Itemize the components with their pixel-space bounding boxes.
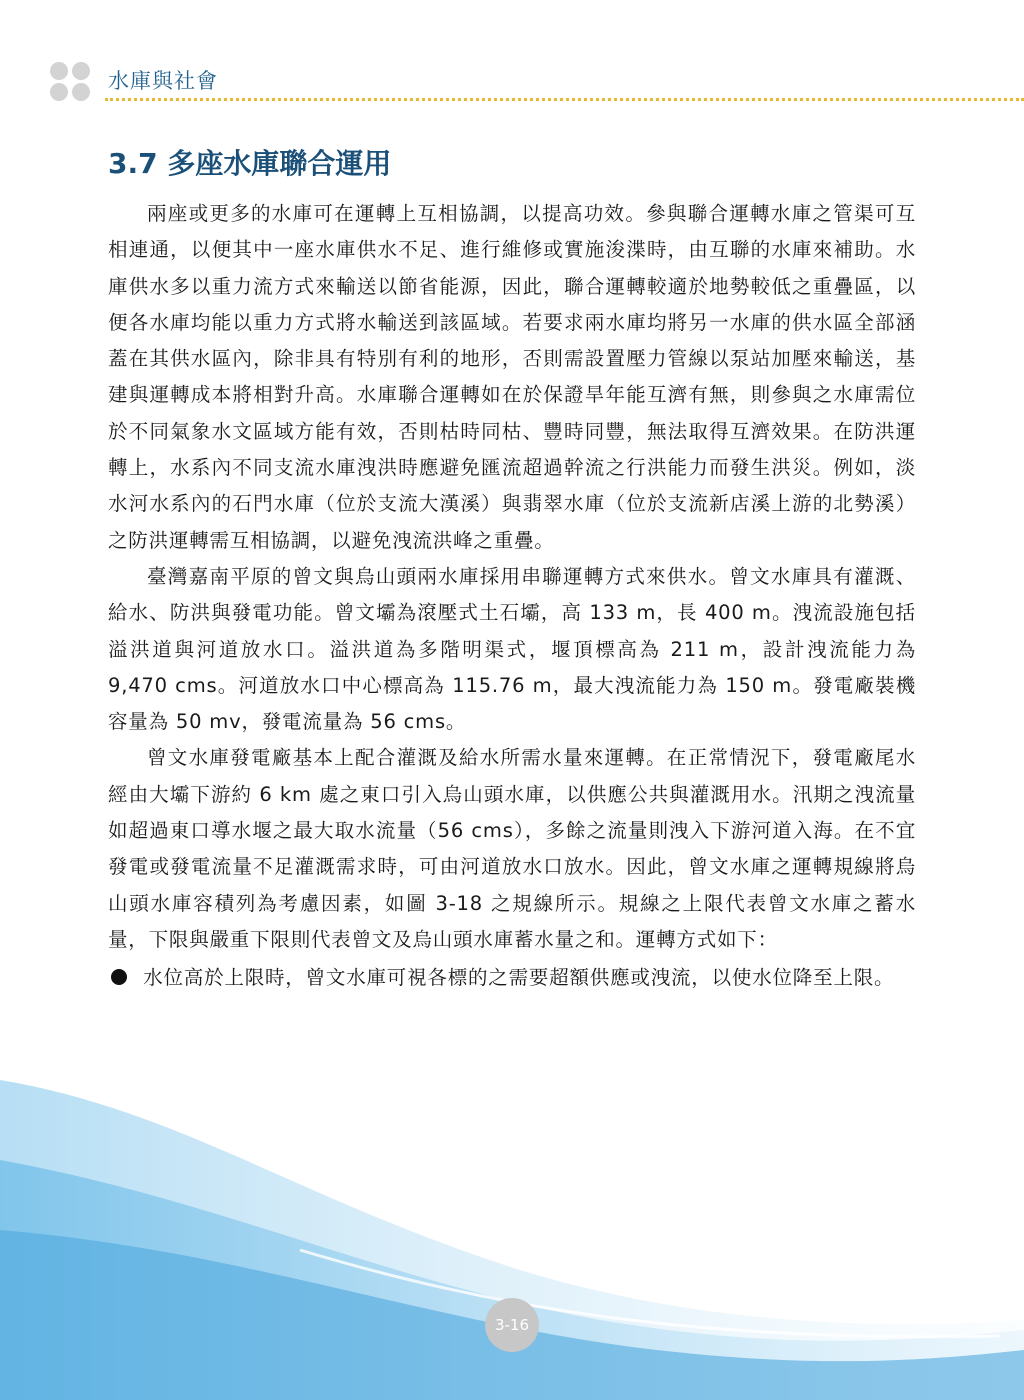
page-number: 3-16 [485,1298,539,1352]
bullet-text: 水位高於上限時，曾文水庫可視各標的之需要超額供應或洩流，以使水位降至上限。 [143,966,895,990]
bullet-item [108,960,916,996]
header-divider [105,98,1024,101]
paragraph: 兩座或更多的水庫可在運轉上互相協調，以提高功效。參與聯合運轉水庫之管渠可互相連通，以便其中一座水庫供水不足、進行維修或實施浚渫時，由互聯的水庫來補助。水庫供水多以重力流方式來輸送以節省能源，因此，聯合運轉較適於地勢較低之重疊區，以便各水庫均能以重力方式將水輸送到該區域。若要求兩水庫均將另一水庫的供水區全部涵蓋在其供水區內，除非具有特別有利的地形，否則需設置壓力管線以泵站加壓來輸送，基建與運轉成本將相對升高。水庫聯合運轉如在於保證旱年能互濟有無，則參與之水庫需位於不同氣象水文區域方能有效，否則枯時同枯、豐時同豐，無法取得互濟效果。在防洪運轉上，水系內不同支流水庫洩洪時應避免匯流超過幹流之行洪能力而發生洪災。例如，淡水河水系內的石門水庫（位於支流大漢溪）與翡翠水庫（位於支流新店溪上游的北勢溪）之防洪運轉需互相協調，以避免洩流洪峰之重疊。 [108,202,916,552]
section-title: 3.7 多座水庫聯合運用 [108,147,392,180]
header-title: 水庫與社會 [108,69,218,93]
header-dots-icon [50,62,94,102]
decorative-wave [0,1080,1024,1400]
paragraph: 曾文水庫發電廠基本上配合灌溉及給水所需水量來運轉。在正常情況下，發電廠尾水經由大壩下游約 6 km 處之東口引入烏山頭水庫，以供應公共與灌溉用水。汛期之洩流量如超過東口導水堰之最大取水流量（56 cms），多餘之流量則洩入下游河道入海。在不宜發電或發電流量不足灌溉需求時，可由河道放水口放水。因此，曾文水庫之運轉規線將烏山頭水庫容積列為考慮因素，如圖 3-18 之規線所示。規線之上限代表曾文水庫之蓄水量，下限與嚴重下限則代表曾文及烏山頭水庫蓄水量之和。運轉方式如下： [108,746,916,951]
body-text [108,196,916,997]
paragraph: 臺灣嘉南平原的曾文與烏山頭兩水庫採用串聯運轉方式來供水。曾文水庫具有灌溉、給水、防洪與發電功能。曾文壩為滾壓式土石壩，高 133 m，長 400 m。洩流設施包括溢洪道與河道放水口。溢洪道為多階明渠式，堰頂標高為 211 m，設計洩流能力為 9,470 cms。河道放水口中心標高為 115.76 m，最大洩流能力為 150 m。發電廠裝機容量為 50 mv，發電流量為 56 cms。 [108,564,916,734]
